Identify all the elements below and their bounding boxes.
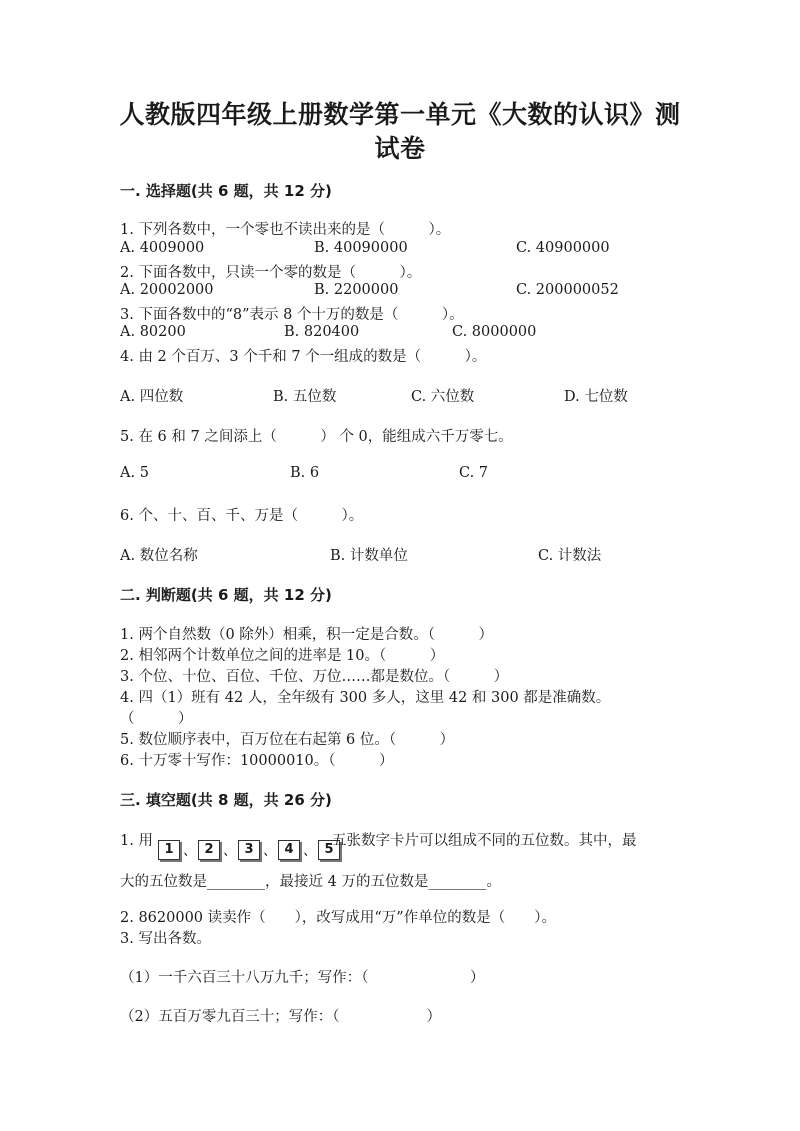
option-a: A. 5 bbox=[120, 465, 149, 481]
number-card: 3 bbox=[238, 840, 260, 860]
option-b: B. 计数单位 bbox=[330, 548, 408, 564]
judgement-item: 5. 数位顺序表中，百万位在右起第 6 位。（ ） bbox=[120, 732, 455, 748]
option-b: B. 40090000 bbox=[314, 240, 408, 256]
option-c: C. 六位数 bbox=[411, 389, 475, 405]
card-separator: 、 bbox=[263, 843, 277, 859]
number-card: 1 bbox=[158, 840, 180, 860]
question-text: 5. 在 6 和 7 之间添上（ ） 个 0，能组成六千万零七。 bbox=[120, 429, 513, 445]
judgement-item: 2. 相邻两个计数单位之间的进率是 10。（ ） bbox=[120, 648, 445, 664]
option-a: A. 80200 bbox=[120, 324, 186, 340]
judgement-item-continuation: （ ） bbox=[120, 711, 193, 727]
option-c: C. 7 bbox=[459, 465, 489, 481]
option-a: A. 4009000 bbox=[120, 240, 205, 256]
question-text: 2. 下面各数中，只读一个零的数是（ ）。 bbox=[120, 265, 422, 281]
judgement-item: 4. 四（1）班有 42 人，全年级有 300 多人，这里 42 和 300 都是准确数。 bbox=[120, 690, 611, 706]
number-card: 5 bbox=[318, 840, 340, 860]
number-cards bbox=[158, 840, 340, 860]
option-a: A. 四位数 bbox=[120, 389, 184, 405]
question-text: 3. 下面各数中的“8”表示 8 个十万的数是（ ）。 bbox=[120, 307, 464, 323]
fill-subquestion: （1）一千六百三十八万九千；写作：（ ） bbox=[120, 970, 485, 986]
judgement-item: 1. 两个自然数（0 除外）相乘，积一定是合数。（ ） bbox=[120, 627, 494, 643]
fill-question-suffix: 五张数字卡片可以组成不同的五位数。其中，最 bbox=[332, 833, 637, 849]
fill-question: 3. 写出各数。 bbox=[120, 931, 211, 947]
question-text: 4. 由 2 个百万、3 个千和 7 个一组成的数是（ ）。 bbox=[120, 349, 487, 365]
question-text: 6. 个、十、百、千、万是（ ）。 bbox=[120, 508, 364, 524]
card-separator: 、 bbox=[303, 843, 317, 859]
option-c: C. 8000000 bbox=[452, 324, 537, 340]
option-a: A. 数位名称 bbox=[120, 548, 198, 564]
option-c: C. 40900000 bbox=[516, 240, 610, 256]
card-separator: 、 bbox=[183, 843, 197, 859]
fill-subquestion: （2）五百万零九百三十；写作：（ ） bbox=[120, 1009, 441, 1025]
page-title-line1: 人教版四年级上册数学第一单元《大数的认识》测 bbox=[119, 100, 681, 129]
option-b: B. 6 bbox=[290, 465, 320, 481]
option-b: B. 五位数 bbox=[273, 389, 337, 405]
card-separator: 、 bbox=[223, 843, 237, 859]
option-b: B. 820400 bbox=[284, 324, 360, 340]
page-title-line2: 试卷 bbox=[374, 134, 426, 163]
section-heading-fill-in: 三. 填空题(共 8 题，共 26 分) bbox=[120, 791, 332, 809]
number-card: 4 bbox=[278, 840, 300, 860]
section-heading-choice: 一. 选择题(共 6 题，共 12 分) bbox=[120, 182, 332, 200]
question-text: 1. 下列各数中，一个零也不读出来的是（ ）。 bbox=[120, 222, 451, 238]
option-c: C. 计数法 bbox=[538, 548, 602, 564]
judgement-item: 6. 十万零十写作：10000010。（ ） bbox=[120, 753, 394, 769]
option-b: B. 2200000 bbox=[314, 282, 399, 298]
option-d: D. 七位数 bbox=[564, 389, 628, 405]
section-heading-true-false: 二. 判断题(共 6 题，共 12 分) bbox=[120, 586, 332, 604]
fill-question: 2. 8620000 读卖作（ ），改写成用“万”作单位的数是（ ）。 bbox=[120, 910, 556, 926]
fill-question-prefix: 1. 用 bbox=[120, 833, 153, 849]
fill-question-line: 大的五位数是________，最接近 4 万的五位数是________。 bbox=[120, 874, 501, 890]
number-card: 2 bbox=[198, 840, 220, 860]
option-c: C. 200000052 bbox=[516, 282, 619, 298]
option-a: A. 20002000 bbox=[120, 282, 214, 298]
judgement-item: 3. 个位、十位、百位、千位、万位……都是数位。（ ） bbox=[120, 669, 509, 685]
